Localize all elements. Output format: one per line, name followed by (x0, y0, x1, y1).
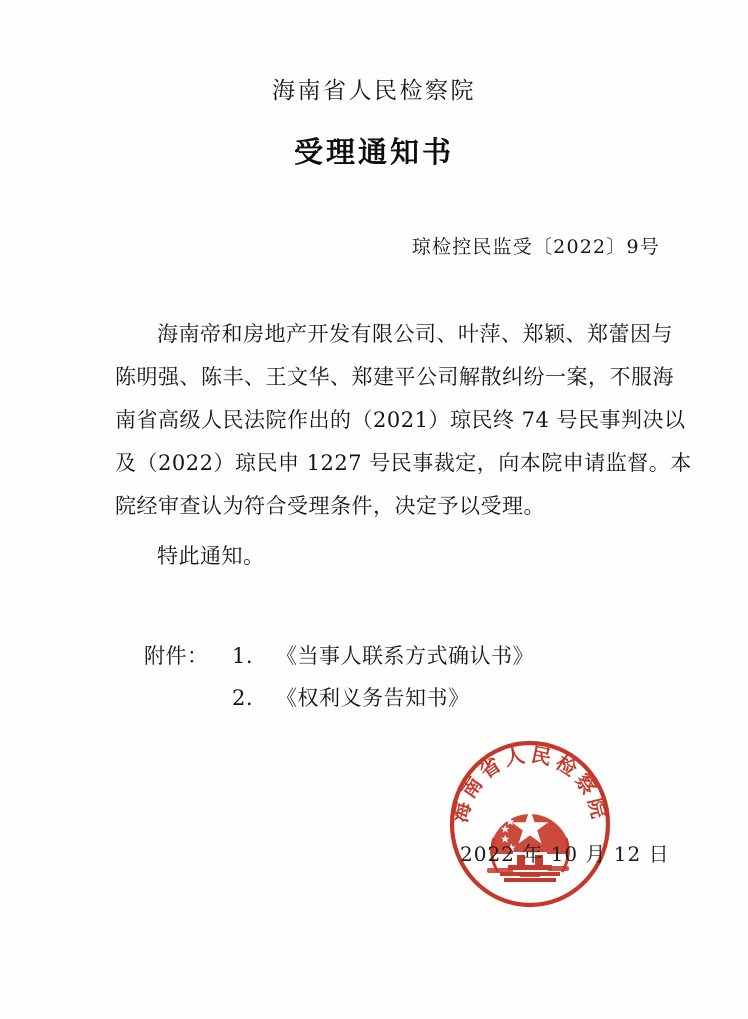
attachment-row (144, 635, 534, 677)
attachment-row (144, 677, 534, 719)
document-number: 琼检控民监受〔2022〕9号 (411, 236, 660, 258)
attachment-list (144, 635, 534, 719)
body-line: 及（2022）琼民申 1227 号民事裁定，向本院申请监督。本 (115, 451, 692, 475)
issuing-organization: 海南省人民检察院 (272, 78, 476, 104)
page-title: 受理通知书 (293, 135, 454, 169)
official-seal (447, 736, 613, 908)
attachment-number: 2. (232, 686, 254, 710)
attachment-label: 附件： (144, 644, 209, 668)
attachment-title: 《权利义务告知书》 (276, 686, 470, 710)
attachment-title: 《当事人联系方式确认书》 (276, 644, 534, 668)
body-text (115, 313, 692, 528)
body-line: 院经审查认为符合受理条件，决定予以受理。 (115, 494, 545, 518)
closing-notice: 特此通知。 (157, 544, 265, 568)
body-line: 陈明强、陈丰、王文华、郑建平公司解散纠纷一案，不服海 (115, 365, 674, 389)
body-line: 南省高级人民法院作出的（2021）琼民终 74 号民事判决以 (115, 408, 686, 432)
attachment-number: 1. (232, 644, 254, 668)
issue-date: 2022 年 10 月 12 日 (460, 842, 670, 866)
body-line: 海南帝和房地产开发有限公司、叶萍、郑颖、郑蕾因与 (157, 322, 673, 346)
seal-text: 海南省人民检察院 (447, 742, 613, 825)
